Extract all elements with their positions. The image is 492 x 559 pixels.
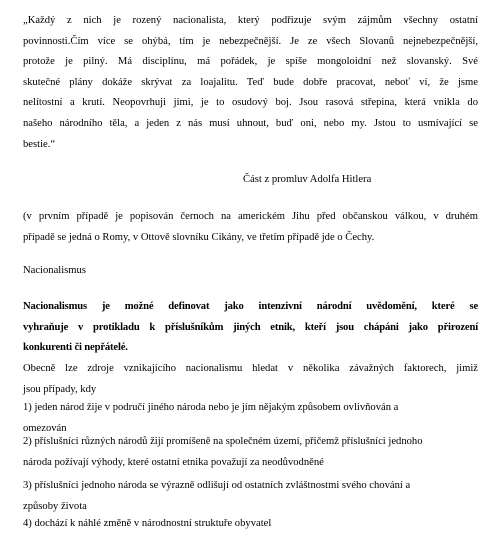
factor-item-4 — [23, 514, 486, 535]
quote-line: bestie.“ — [23, 138, 56, 150]
factor-item-3 — [23, 476, 486, 517]
quote-line: „Každý z nich je rozený nacionalista, který podřizuje svým zájmům všechny ostatní — [23, 15, 478, 26]
quote-line: povinnosti.Čím více se ohýbá, tím je nebezpečnější. Je ze všech Slovanů nejnebezpečnější, — [23, 35, 478, 47]
factor-line: způsoby života — [23, 500, 87, 512]
quote-line: nelítostní a krutí. Neopovrhuji jimi, je to osudový boj. Jsou rasová střepina, která vnikla do — [23, 97, 478, 109]
quote-line: našeho národního těla, a jeden z nás musí uhnout, buď oni, nebo my. Jstou to usmívající se — [23, 117, 478, 129]
intro-line: jsou případy, kdy — [23, 383, 97, 395]
hitler-quote-paragraph — [23, 11, 478, 155]
definition-line: Nacionalismus je možné definovat jako intenzivní národní uvědomění, které se — [23, 301, 478, 312]
nationalism-definition — [23, 297, 478, 359]
explanatory-note — [23, 207, 478, 248]
factor-line: 2) příslušníci různých národů žijí promíšeně na společném území, přičemž příslušníci jednoho — [23, 436, 423, 447]
note-line: případě se jedná o Romy, v Ottově slovníku Cikány, ve třetím případě jde o Čechy. — [23, 231, 375, 243]
factor-line: národa požívají výhody, které ostatní etnika považují za neodůvodněné — [23, 456, 324, 468]
intro-line: Obecně lze zdroje vznikajícího nacionalismu hledat v několika závažných faktorech, jimiž — [23, 363, 478, 374]
quote-line: protože je pilný. Má disciplínu, má pořádek, je spíše mongoloidní než slovanský. Své — [23, 56, 478, 68]
factor-line: omezován — [23, 422, 67, 434]
note-line: (v prvním případě je popisován černoch na americkém Jihu před občanskou válkou, v druhém — [23, 211, 478, 222]
section-heading: Nacionalismus — [23, 265, 86, 276]
factor-item-2 — [23, 432, 486, 473]
quote-citation: Část z promluv Adolfa Hitlera — [243, 174, 372, 185]
quote-line: skutečné plány dokáže skrývat za loajalitu. Teď bude dobře pracovat, neboť ví, že jsme — [23, 76, 478, 88]
definition-line: vyhraňuje v protikladu k příslušníkům jiných etnik, kteří jsou chápáni jako přirození — [23, 321, 478, 333]
factor-line: 1) jeden národ žije v područí jiného národa nebo je jím nějakým způsobem ovlivňován a — [23, 402, 399, 413]
sources-intro — [23, 359, 478, 400]
factor-line: 3) příslušníci jednoho národa se výrazně odlišují od ostatních zvláštnostmi svého chování a — [23, 480, 411, 491]
factor-line: 4) dochází k náhlé změně v národnostní struktuře obyvatel — [23, 518, 272, 529]
definition-line: konkurenti či nepřátelé. — [23, 342, 128, 354]
